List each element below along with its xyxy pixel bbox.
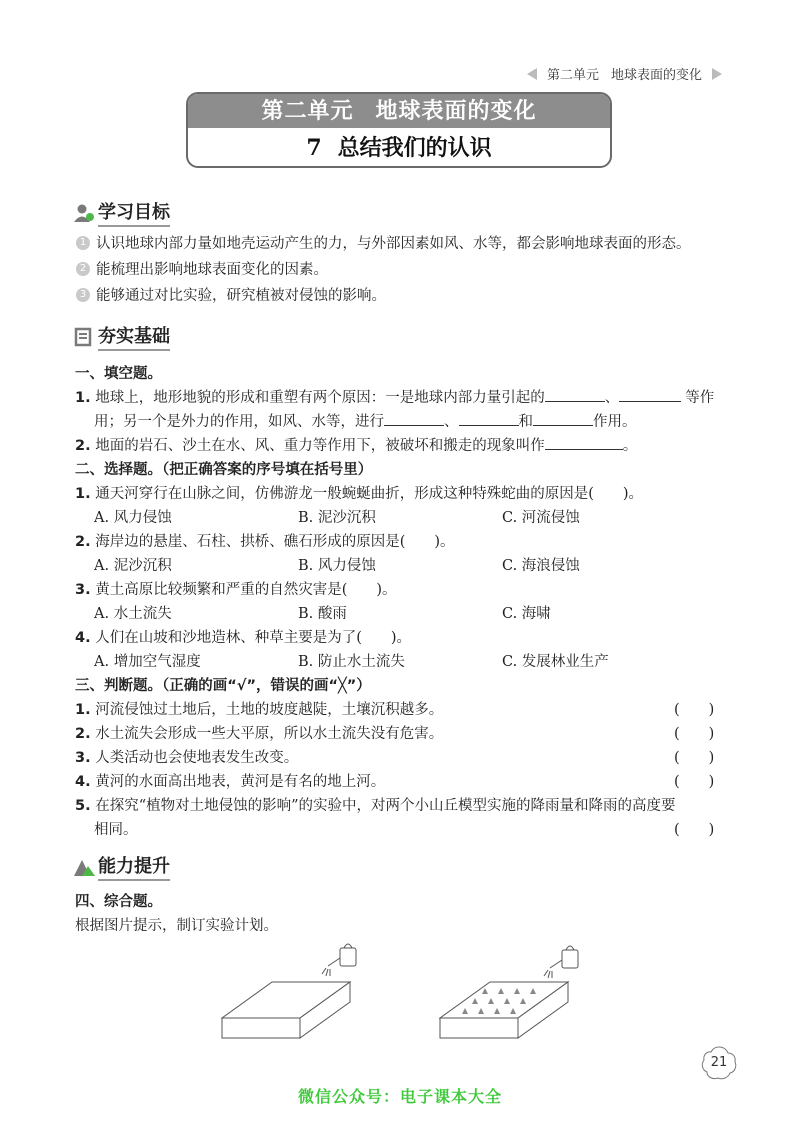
q-number: 2. [75,726,91,742]
judge-item-2 [75,722,443,743]
judge-item-1 [75,698,443,719]
book-icon [74,327,94,347]
judge-item-text: 黄河的水面高出地表，黄河是有名的地上河。 [95,774,386,790]
fill-q1-sep2: 、 [444,414,459,430]
choice-q4-option-a[interactable]: A. 增加空气湿度 [94,654,201,670]
judge-item-4 [75,770,385,791]
goal-text: 能梳理出影响地球表面变化的因素。 [96,262,328,278]
judge-answer-paren[interactable]: ( ) [674,822,715,838]
q-number: 1. [75,702,91,718]
q-number: 4. [75,774,91,790]
fill-q1-end: 作用。 [593,414,637,430]
triangle-right-icon [712,68,722,80]
goals-heading-text: 学习目标 [98,198,170,227]
choice-q3-option-c[interactable]: C. 海啸 [502,606,551,622]
judge-answer-paren[interactable]: ( ) [674,750,715,766]
answer-blank[interactable] [533,412,593,426]
answer-blank[interactable] [545,436,623,450]
running-header [527,64,722,83]
mountain-icon [74,857,94,877]
q-number: 2. [75,534,91,550]
choice-q4-option-b[interactable]: B. 防止水土流失 [298,654,405,670]
choice-q3-option-b[interactable]: B. 酸雨 [298,606,347,622]
lesson-number: 7 [306,135,322,161]
choice-q3-option-a[interactable]: A. 水土流失 [94,606,172,622]
judge-item-3 [75,746,298,767]
fill-q1-line1 [75,386,714,407]
section-advance-heading [74,852,170,881]
choice-q1-option-c[interactable]: C. 河流侵蚀 [502,510,580,526]
fill-q2 [75,434,637,455]
answer-blank[interactable] [545,388,605,402]
title-box [186,92,612,168]
judge-answer-paren[interactable]: ( ) [674,726,715,742]
comprehensive-instruction: 根据图片提示，制订实验计划。 [75,918,278,934]
experiment-illustration [216,940,596,1052]
judge-item-5 [75,794,676,815]
page-number: 21 [710,1055,728,1070]
bare-soil-block [222,982,350,1038]
judge-answer-paren[interactable]: ( ) [674,774,715,790]
comprehensive-title: 四、综合题。 [75,894,162,910]
goal-item-3 [76,284,386,305]
goal-text: 能够通过对比实验，研究植被对侵蚀的影响。 [96,288,386,304]
basics-heading-text: 夯实基础 [98,322,170,351]
goal-number: 2 [76,262,90,276]
fill-q1-text-b: 等作 [685,390,715,406]
choice-q2-option-c[interactable]: C. 海浪侵蚀 [502,558,580,574]
choice-q4-option-c[interactable]: C. 发展林业生产 [502,654,609,670]
fill-q1-sep: 、 [604,390,620,406]
q-number: 4. [75,630,91,646]
choice-q3-text: 黄土高原比较频繁和严重的自然灾害是( )。 [95,582,397,598]
watermark-text: 微信公众号：电子课本大全 [297,1087,502,1106]
watering-can-icon [544,946,578,978]
unit-title [188,94,610,128]
judge-item-text: 在探究“植物对土地侵蚀的影响”的实验中，对两个小山丘模型实施的降雨量和降雨的高度要 [95,798,676,814]
judge-item-5-cont: 相同。 [94,822,138,838]
choice-q3 [75,578,397,599]
person-icon [74,203,94,223]
fill-q1-line2 [94,410,637,431]
judge-title: 三、判断题。（正确的画“√”，错误的画“╳”） [75,678,371,694]
advance-heading-text: 能力提升 [98,852,170,881]
fill-q1-text-c: 用；另一个是外力的作用，如风、水等，进行 [94,414,384,430]
judge-item-text: 人类活动也会使地表发生改变。 [95,750,299,766]
goal-number: 3 [76,288,90,302]
q-number: 2. [75,438,91,454]
q-number: 3. [75,750,91,766]
q-number: 1. [75,486,91,502]
fill-q1-text-a: 地球上，地形地貌的形成和重塑有两个原因：一是地球内部力量引起的 [95,390,545,406]
choice-q2-text: 海岸边的悬崖、石柱、拱桥、礁石形成的原因是( )。 [95,534,455,550]
choice-q2-option-a[interactable]: A. 泥沙沉积 [94,558,172,574]
unit-prefix: 第二单元 [261,98,354,124]
goal-text: 认识地球内部力量如地壳运动产生的力，与外部因素如风、水等，都会影响地球表面的形态。 [96,236,691,252]
fill-q1-and: 和 [518,414,533,430]
choice-q1 [75,482,643,503]
q-number: 5. [75,798,91,814]
section-basics-heading [74,322,170,351]
goal-number: 1 [76,236,90,250]
choice-q2-option-b[interactable]: B. 风力侵蚀 [298,558,376,574]
page-number-badge [700,1044,738,1082]
choice-q4 [75,626,411,647]
q-number: 1. [75,390,91,406]
goal-item-1 [76,232,691,253]
section-goals-heading [74,198,170,227]
q-number: 3. [75,582,91,598]
unit-name: 地球表面的变化 [375,98,537,124]
answer-blank[interactable] [384,412,444,426]
triangle-left-icon [527,68,537,80]
header-topic: 地球表面的变化 [610,68,702,83]
vegetated-soil-block [440,982,568,1038]
choice-q4-text: 人们在山坡和沙地造林、种草主要是为了( )。 [95,630,412,646]
fill-q2-end: 。 [622,438,638,454]
choice-q2 [75,530,455,551]
header-unit: 第二单元 [546,68,599,83]
answer-blank[interactable] [459,412,519,426]
judge-item-text: 水土流失会形成一些大平原，所以水土流失没有危害。 [95,726,444,742]
choice-q1-option-a[interactable]: A. 风力侵蚀 [94,510,172,526]
fill-q2-text: 地面的岩石、沙土在水、风、重力等作用下，被破坏和搬走的现象叫作 [95,438,545,454]
lesson-name: 总结我们的认识 [337,135,492,161]
choice-title: 二、选择题。（把正确答案的序号填在括号里） [75,462,373,478]
lesson-title [188,128,610,168]
fill-title: 一、填空题。 [75,366,162,382]
judge-answer-paren[interactable]: ( ) [674,702,715,718]
choice-q1-text: 通天河穿行在山脉之间，仿佛游龙一般蜿蜒曲折，形成这种特殊蛇曲的原因是( )。 [95,486,644,502]
answer-blank[interactable] [619,388,681,402]
watering-can-icon [322,944,356,976]
goal-item-2 [76,258,328,279]
choice-q1-option-b[interactable]: B. 泥沙沉积 [298,510,376,526]
judge-item-text: 河流侵蚀过土地后，土地的坡度越陡，土壤沉积越多。 [95,702,444,718]
